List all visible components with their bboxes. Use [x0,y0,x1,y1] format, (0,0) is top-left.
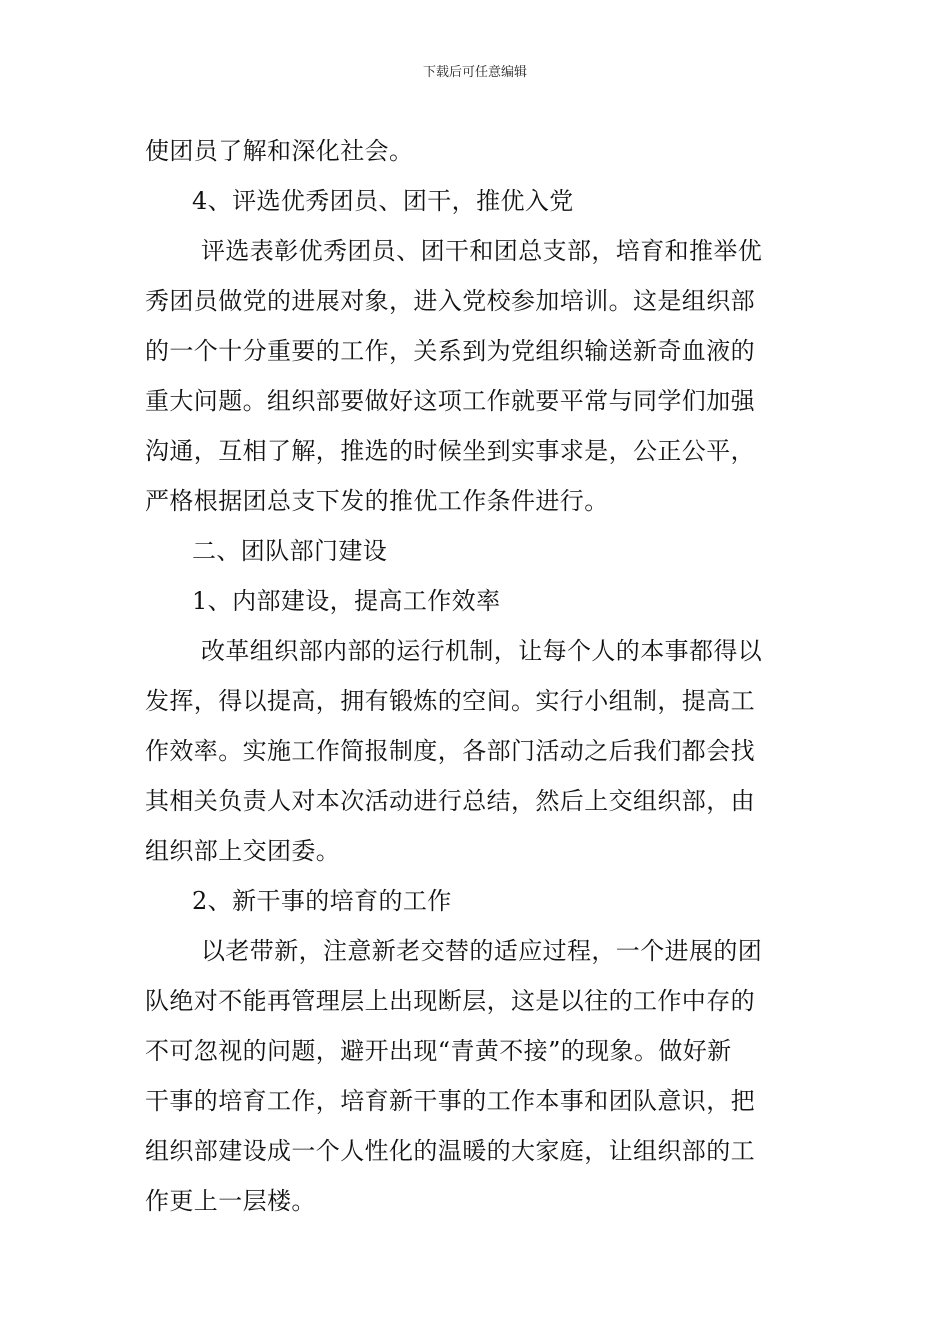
body-line: 作更上一层楼。 [145,1187,316,1215]
body-line: 其相关负责人对本次活动进行总结，然后上交组织部，由 [145,787,755,815]
paragraph-first-line: 评选表彰优秀团员、团干和团总支部，培育和推举优 [201,237,763,265]
body-line: 沟通，互相了解，推选的时候坐到实事求是，公正公平， [145,437,755,465]
body-line: 重大问题。组织部要做好这项工作就要平常与同学们加强 [145,387,755,415]
body-line: 的一个十分重要的工作，关系到为党组织输送新奇血液的 [145,337,755,365]
section-heading: 1、内部建设，提高工作效率 [192,587,501,615]
body-line: 队绝对不能再管理层上出现断层，这是以往的工作中存的 [145,987,755,1015]
body-line: 发挥，得以提高，拥有锻炼的空间。实行小组制，提高工 [145,687,755,715]
body-line: 作效率。实施工作简报制度，各部门活动之后我们都会找 [145,737,755,765]
body-line: 秀团员做党的进展对象，进入党校参加培训。这是组织部 [145,287,755,315]
paragraph-first-line: 改革组织部内部的运行机制，让每个人的本事都得以 [201,637,763,665]
body-line: 使团员了解和深化社会。 [145,137,414,165]
body-line: 干事的培育工作，培育新干事的工作本事和团队意识，把 [145,1087,755,1115]
page-header-note: 下载后可任意编辑 [422,65,527,80]
document-body [145,126,807,1226]
paragraph-first-line: 以老带新，注意新老交替的适应过程，一个进展的团 [201,937,763,965]
section-heading: 4、评选优秀团员、团干，推优入党 [192,187,574,215]
body-line: 组织部上交团委。 [145,837,341,865]
section-heading: 2、新干事的培育的工作 [192,887,452,915]
body-line: 组织部建设成一个人性化的温暖的大家庭，让组织部的工 [145,1137,755,1165]
body-line: 严格根据团总支下发的推优工作条件进行。 [145,487,609,515]
section-heading: 二、团队部门建设 [192,537,388,565]
body-line: 不可忽视的问题，避开出现“青黄不接”的现象。做好新 [145,1037,732,1065]
